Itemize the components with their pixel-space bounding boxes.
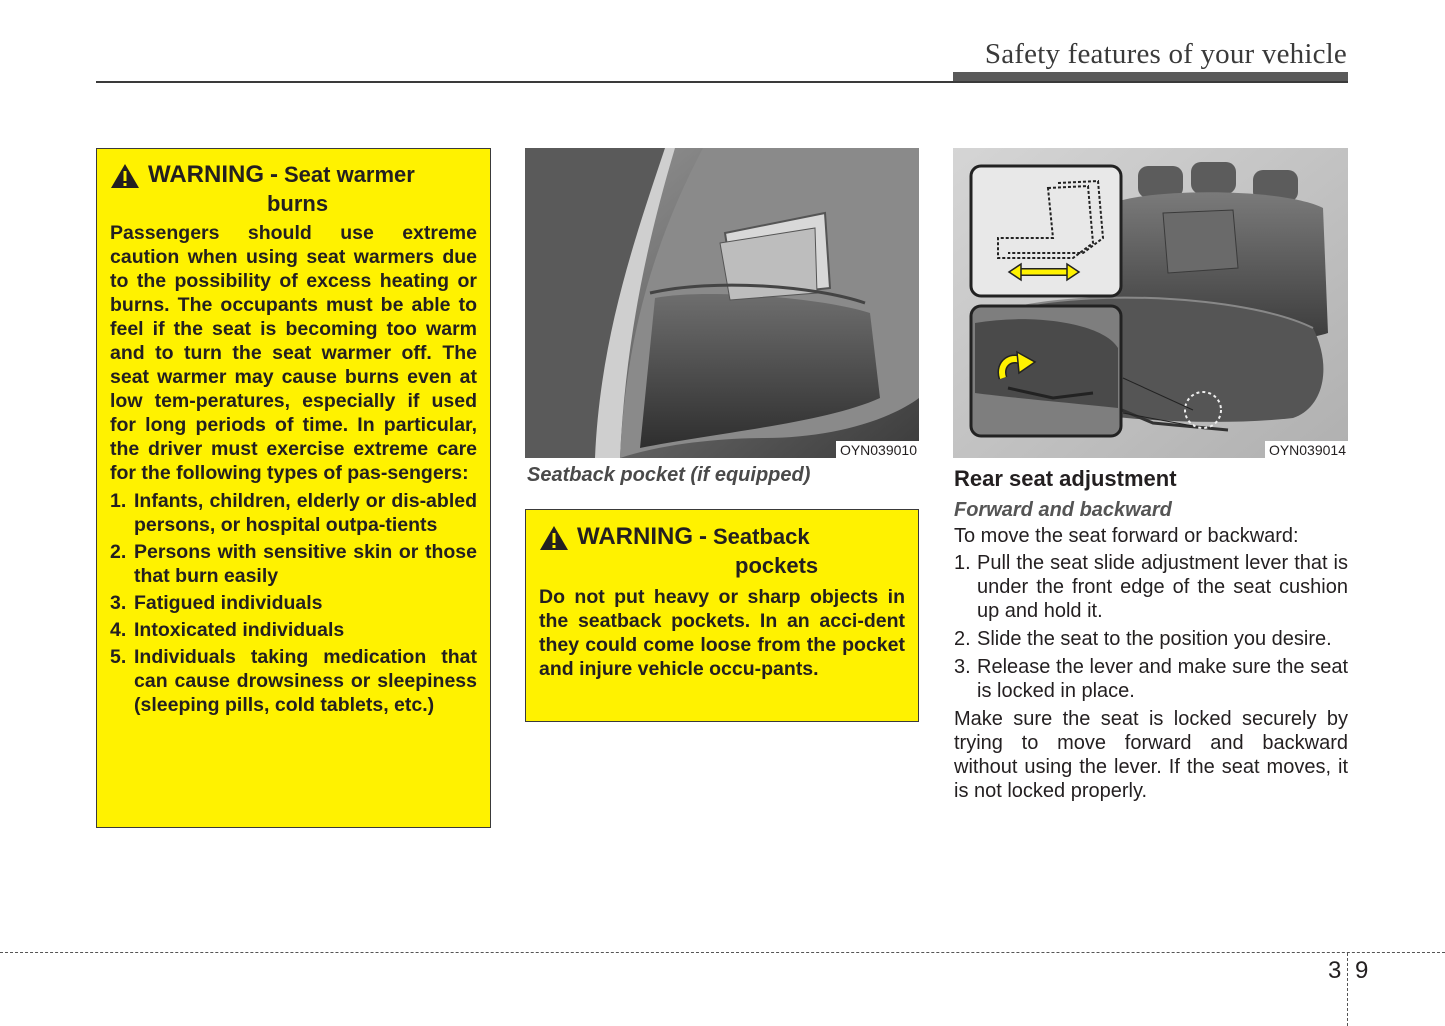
section-intro: To move the seat forward or backward:	[954, 525, 1299, 547]
warning-label: WARNING	[148, 161, 264, 188]
list-item: 1. Infants, children, elderly or dis-abled persons, or hospital outpa-tients	[110, 490, 477, 536]
header-rule	[96, 81, 1348, 83]
page-number: 9	[1355, 957, 1369, 984]
section-subtitle: Forward and backward	[954, 499, 1172, 521]
warning-label: WARNING	[577, 523, 693, 550]
warning-header	[539, 523, 905, 579]
warning-seatback-box	[525, 509, 919, 722]
figure-code: OYN039010	[836, 441, 919, 458]
section-outro: Make sure the seat is locked securely by trying to move forward and backward without using the lever. If the seat moves, it is not locked properly.	[954, 708, 1348, 802]
list-item: 3. Fatigued individuals	[110, 592, 323, 614]
warning-list	[110, 489, 477, 717]
warning-triangle-icon	[110, 163, 140, 189]
list-item: 5. Individuals taking medication that can cause drowsiness or sleepiness (sleeping pills, cold tablets, etc.)	[110, 646, 477, 716]
seatback-pocket-illustration	[525, 148, 919, 458]
warning-seat-warmer-box	[96, 148, 491, 828]
seatback-pocket-photo	[525, 148, 919, 458]
list-item: 4. Intoxicated individuals	[110, 619, 345, 641]
footer-divider	[1347, 953, 1348, 1026]
list-item: 1. Pull the seat slide adjustment lever that is under the front edge of the seat cushion up and hold it.	[954, 552, 1348, 622]
warning-topic-line2: pockets	[735, 553, 819, 578]
warning-header	[110, 161, 477, 217]
warning-dash: -	[270, 161, 278, 188]
rear-seat-section	[954, 464, 1348, 803]
warning-topic: Seat warmer	[284, 162, 415, 187]
rear-seat-illustration	[953, 148, 1348, 458]
section-title: Rear seat adjustment	[954, 466, 1177, 491]
warning-topic: Seatback	[713, 524, 810, 549]
warning-body: Do not put heavy or sharp objects in the seatback pockets. In an acci-dent they could come loose from the pocket and injure vehicle occu-pants.	[539, 586, 905, 680]
footer-rule	[0, 952, 1445, 953]
page-header-title: Safety features of your vehicle	[984, 38, 1347, 70]
figure-caption: Seatback pocket (if equipped)	[527, 464, 811, 486]
list-item: 2. Slide the seat to the position you desire.	[954, 628, 1332, 650]
figure-code: OYN039014	[1265, 441, 1348, 458]
rear-seat-photo	[953, 148, 1348, 458]
list-item: 2. Persons with sensitive skin or those that burn easily	[110, 541, 477, 587]
warning-dash: -	[699, 523, 707, 550]
step-list	[954, 551, 1348, 703]
warning-body: Passengers should use extreme caution when using seat warmers due to the possibility of excess heating or burns. The occupants must be able to feel if the seat is becoming too warm and to turn the seat warmer off. The seat warmer may cause burns even at low tem-peratures, especially if used for long periods of time. In particular, the driver must exercise extreme care for the following types of pas-sengers:	[110, 222, 477, 484]
warning-topic-line2: burns	[266, 191, 329, 216]
chapter-number: 3	[1328, 957, 1342, 984]
warning-triangle-icon	[539, 525, 569, 551]
list-item: 3. Release the lever and make sure the seat is locked in place.	[954, 656, 1348, 702]
